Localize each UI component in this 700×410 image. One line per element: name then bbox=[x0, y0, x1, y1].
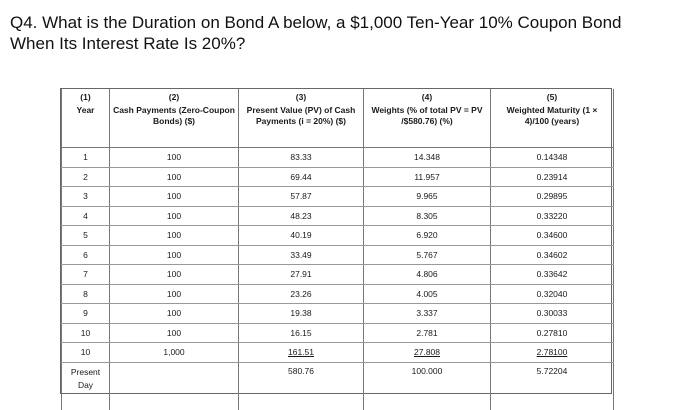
table-cell: 69.44 bbox=[239, 167, 364, 187]
table-cell: 7 bbox=[62, 265, 110, 285]
table-row bbox=[62, 167, 614, 187]
table-cell: 11.957 bbox=[364, 167, 491, 187]
table-cell: 4.005 bbox=[364, 284, 491, 304]
column-header-row bbox=[62, 103, 614, 148]
table-cell: 3.337 bbox=[364, 304, 491, 324]
table-cell: 100 bbox=[110, 284, 239, 304]
table-cell: 9.965 bbox=[364, 187, 491, 207]
table-cell: 8 bbox=[62, 284, 110, 304]
table-cell: 9 bbox=[62, 304, 110, 324]
table-row bbox=[62, 343, 614, 363]
table-cell: 100 bbox=[110, 148, 239, 168]
table-cell: 16.15 bbox=[239, 323, 364, 343]
question-line-2: When Its Interest Rate Is 20%? bbox=[10, 34, 246, 53]
table-cell: 6 bbox=[62, 245, 110, 265]
table-row bbox=[62, 187, 614, 207]
table-cell: 2.781 bbox=[364, 323, 491, 343]
table-cell: 14.348 bbox=[364, 148, 491, 168]
table-cell: 3 bbox=[62, 187, 110, 207]
table-cell: 1 bbox=[62, 148, 110, 168]
table-cell: 10 bbox=[62, 323, 110, 343]
table-cell: 0.14348 bbox=[491, 148, 614, 168]
table-cell: 0.32040 bbox=[491, 284, 614, 304]
table-cell: 100.000 bbox=[364, 362, 491, 410]
table-row bbox=[62, 245, 614, 265]
present-day-row bbox=[62, 362, 614, 410]
header-cash-payments: Cash Payments (Zero-Coupon Bonds) ($) bbox=[110, 103, 239, 148]
table-cell: 100 bbox=[110, 323, 239, 343]
table-cell: 19.38 bbox=[239, 304, 364, 324]
header-present-value: Present Value (PV) of Cash Payments (i = 20%) ($) bbox=[239, 103, 364, 148]
column-number: (3) bbox=[239, 89, 364, 103]
table-cell: 100 bbox=[110, 187, 239, 207]
table-cell: 100 bbox=[110, 226, 239, 246]
table-cell: 0.30033 bbox=[491, 304, 614, 324]
duration-table bbox=[60, 88, 612, 394]
table-cell: 4 bbox=[62, 206, 110, 226]
table-cell: 100 bbox=[110, 206, 239, 226]
table-cell: 0.27810 bbox=[491, 323, 614, 343]
table-cell: 2 bbox=[62, 167, 110, 187]
column-number: (2) bbox=[110, 89, 239, 103]
table-row bbox=[62, 206, 614, 226]
table-cell: 1,000 bbox=[110, 343, 239, 363]
table-row bbox=[62, 304, 614, 324]
table-row bbox=[62, 148, 614, 168]
table-cell: 5.72204 bbox=[491, 362, 614, 410]
table-cell: Present Day bbox=[62, 362, 110, 410]
table-row bbox=[62, 265, 614, 285]
table-cell: 0.33220 bbox=[491, 206, 614, 226]
column-number-row bbox=[62, 89, 614, 103]
table-cell: 0.34600 bbox=[491, 226, 614, 246]
table-cell: 0.33642 bbox=[491, 265, 614, 285]
table-cell: 0.34602 bbox=[491, 245, 614, 265]
question-line-1: Q4. What is the Duration on Bond A below, a $1,000 Ten-Year 10% Coupon Bond bbox=[10, 13, 622, 32]
table-row bbox=[62, 323, 614, 343]
table-cell: 100 bbox=[110, 304, 239, 324]
table-cell: 48.23 bbox=[239, 206, 364, 226]
table-cell: 580.76 bbox=[239, 362, 364, 410]
table-cell: 2.78100 bbox=[491, 343, 614, 363]
header-weighted-maturity: Weighted Maturity (1 × 4)/100 (years) bbox=[491, 103, 614, 148]
column-number: (4) bbox=[364, 89, 491, 103]
table-cell: 23.26 bbox=[239, 284, 364, 304]
column-number: (5) bbox=[491, 89, 614, 103]
table-cell bbox=[110, 362, 239, 410]
table-cell: 161.51 bbox=[239, 343, 364, 363]
column-number: (1) bbox=[62, 89, 110, 103]
table-cell: 27.808 bbox=[364, 343, 491, 363]
table-cell: 0.29895 bbox=[491, 187, 614, 207]
table-cell: 10 bbox=[62, 343, 110, 363]
table-cell: 8.305 bbox=[364, 206, 491, 226]
table-row bbox=[62, 284, 614, 304]
table-cell: 27.91 bbox=[239, 265, 364, 285]
header-weights: Weights (% of total PV = PV /$580.76) (%) bbox=[364, 103, 491, 148]
table-cell: 33.49 bbox=[239, 245, 364, 265]
table-cell: 5 bbox=[62, 226, 110, 246]
table-cell: 100 bbox=[110, 265, 239, 285]
table-cell: 57.87 bbox=[239, 187, 364, 207]
table-cell: 100 bbox=[110, 167, 239, 187]
table-cell: 5.767 bbox=[364, 245, 491, 265]
table-cell: 83.33 bbox=[239, 148, 364, 168]
header-year: Year bbox=[62, 103, 110, 148]
table-cell: 0.23914 bbox=[491, 167, 614, 187]
table-cell: 4.806 bbox=[364, 265, 491, 285]
question-text bbox=[10, 12, 690, 54]
table-body bbox=[62, 148, 614, 410]
table-row bbox=[62, 226, 614, 246]
table-cell: 100 bbox=[110, 245, 239, 265]
table-cell: 40.19 bbox=[239, 226, 364, 246]
table-cell: 6.920 bbox=[364, 226, 491, 246]
